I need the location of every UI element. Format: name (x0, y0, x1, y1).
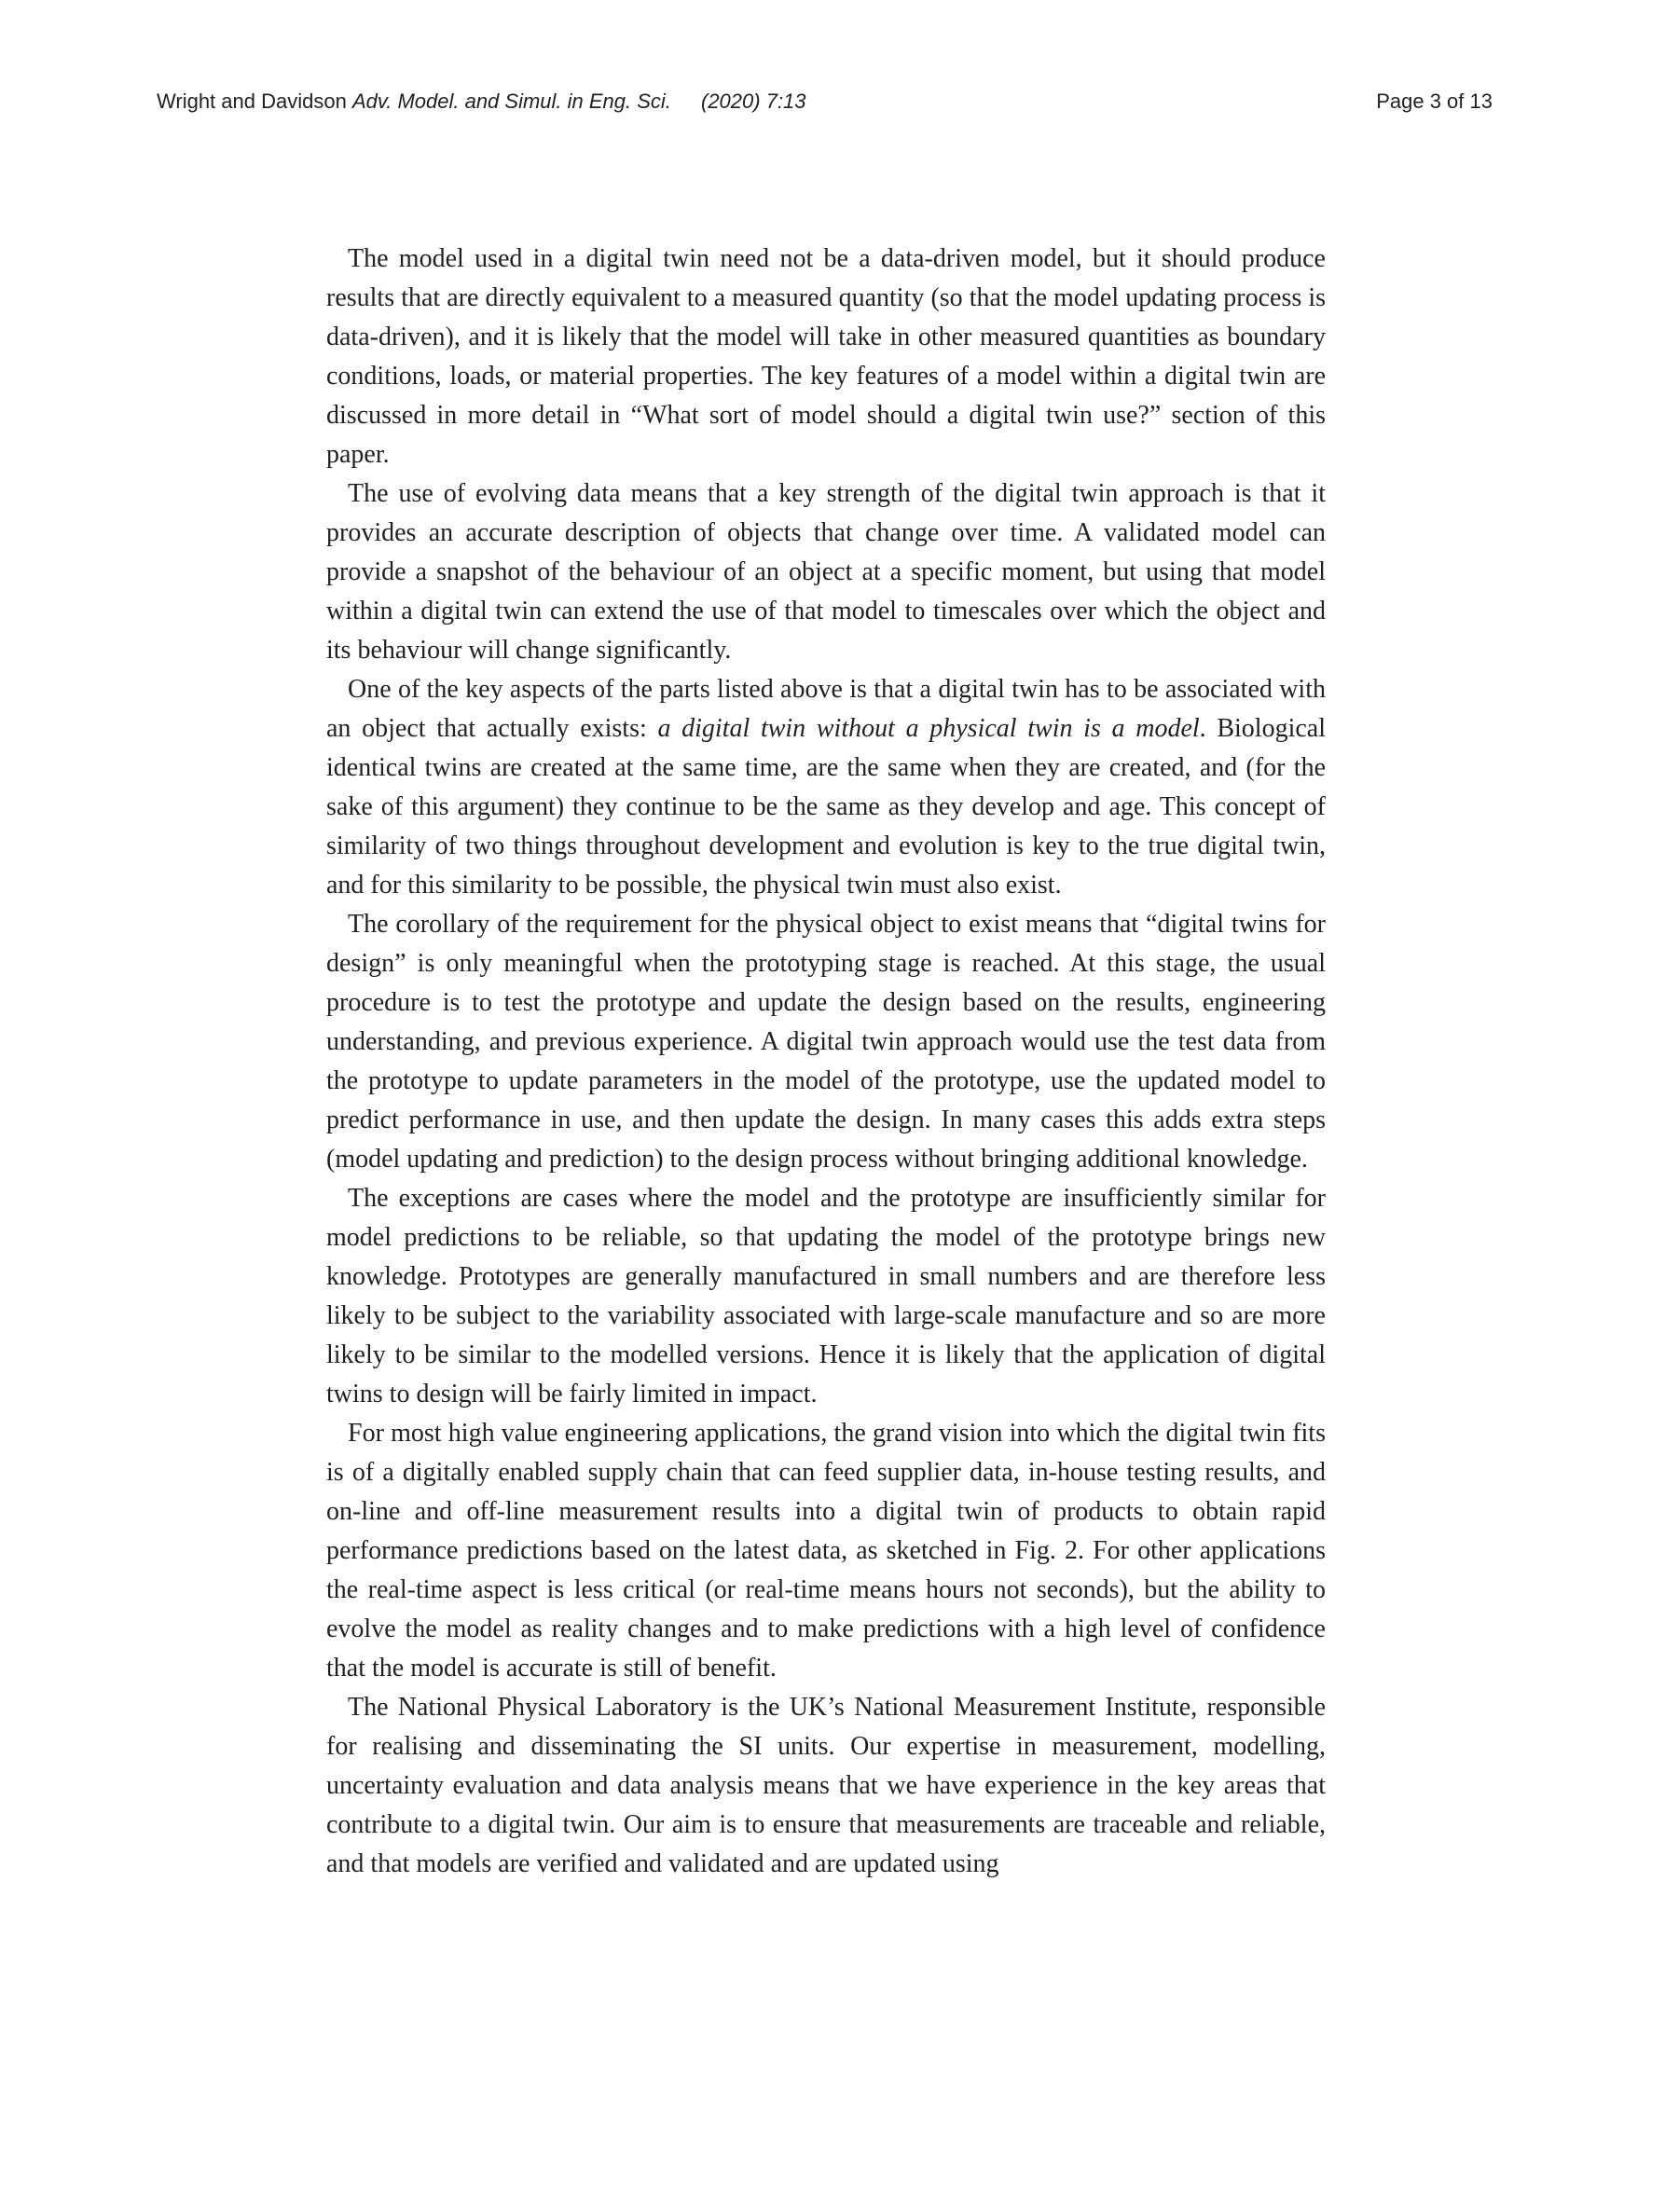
paragraph: The exceptions are cases where the model and the prototype are insufficiently similar for model predictions to be reliable, so that updating the model of the prototype brings new knowledge. Prototypes are generally manufactured in small numbers and are therefore less likely to be subject to the variability associated with large-scale manufacture and so are more likely to be similar to the modelled versions. Hence it is likely that the application of digital twins to design will be fairly limited in impact. (326, 1184, 1326, 1408)
header-citation (157, 86, 671, 117)
header-authors: Wright and Davidson (157, 89, 347, 113)
paragraph-text: One of the key aspects of the parts listed above is that a digital twin has to be associated with an object that actually exists: (326, 675, 1326, 743)
header-page-number: Page 3 of 13 (1376, 89, 1493, 113)
header-volume: (2020) 7:13 (701, 89, 806, 113)
body-text (326, 240, 1326, 1884)
paragraph: The corollary of the requirement for the physical object to exist means that “digital twins for design” is only meaningful when the prototyping stage is reached. At this stage, the usual procedure is to test the prototype and update the design based on the results, engineering understanding, and previous experience. A digital twin approach would use the test data from the prototype to update parameters in the model of the prototype, use the updated model to predict performance in use, and then update the design. In many cases this adds extra steps (model updating and prediction) to the design process without bringing additional knowledge. (326, 910, 1326, 1174)
paragraph-emphasis: a digital twin without a physical twin is a model (657, 714, 1200, 743)
header-journal: Adv. Model. and Simul. in Eng. Sci. (351, 89, 671, 113)
paragraph: The use of evolving data means that a key strength of the digital twin approach is that it provides an accurate description of objects that change over time. A validated model can provide a snapshot of the behaviour of an object at a specific moment, but using that model within a digital twin can extend the use of that model to timescales over which the object and its behaviour will change significantly. (326, 479, 1326, 665)
paragraph: For most high value engineering applications, the grand vision into which the digital twin fits is of a digitally enabled supply chain that can feed supplier data, in-house testing results, and on-line and off-line measurement results into a digital twin of products to obtain rapid performance predictions based on the latest data, as sketched in Fig. 2. For other applications the real-time aspect is less critical (or real-time means hours not seconds), but the ability to evolve the model as reality changes and to make predictions with a high level of confidence that the model is accurate is still of benefit. (326, 1419, 1326, 1683)
paragraph-text: . Biological identical twins are created at the same time, are the same when they are created, and (for the sake of this argument) they continue to be the same as they develop and age. This concept of similarity of two things throughout development and evolution is key to the true digital twin, and for this similarity to be possible, the physical twin must also exist. (326, 714, 1326, 900)
running-header (157, 86, 1493, 117)
paragraph (326, 670, 1326, 905)
paragraph: The model used in a digital twin need not be a data-driven model, but it should produce results that are directly equivalent to a measured quantity (so that the model updating process is data-driven), and it is likely that the model will take in other measured quantities as boundary conditions, loads, or material properties. The key features of a model within a digital twin are discussed in more detail in “What sort of model should a digital twin use?” section of this paper. (326, 244, 1326, 469)
paragraph: The National Physical Laboratory is the UK’s National Measurement Institute, responsible for realising and disseminating the SI units. Our expertise in measurement, modelling, uncertainty evaluation and data analysis means that we have experience in the key areas that contribute to a digital twin. Our aim is to ensure that measurements are traceable and reliable, and that models are verified and validated and are updated using (326, 1693, 1326, 1878)
